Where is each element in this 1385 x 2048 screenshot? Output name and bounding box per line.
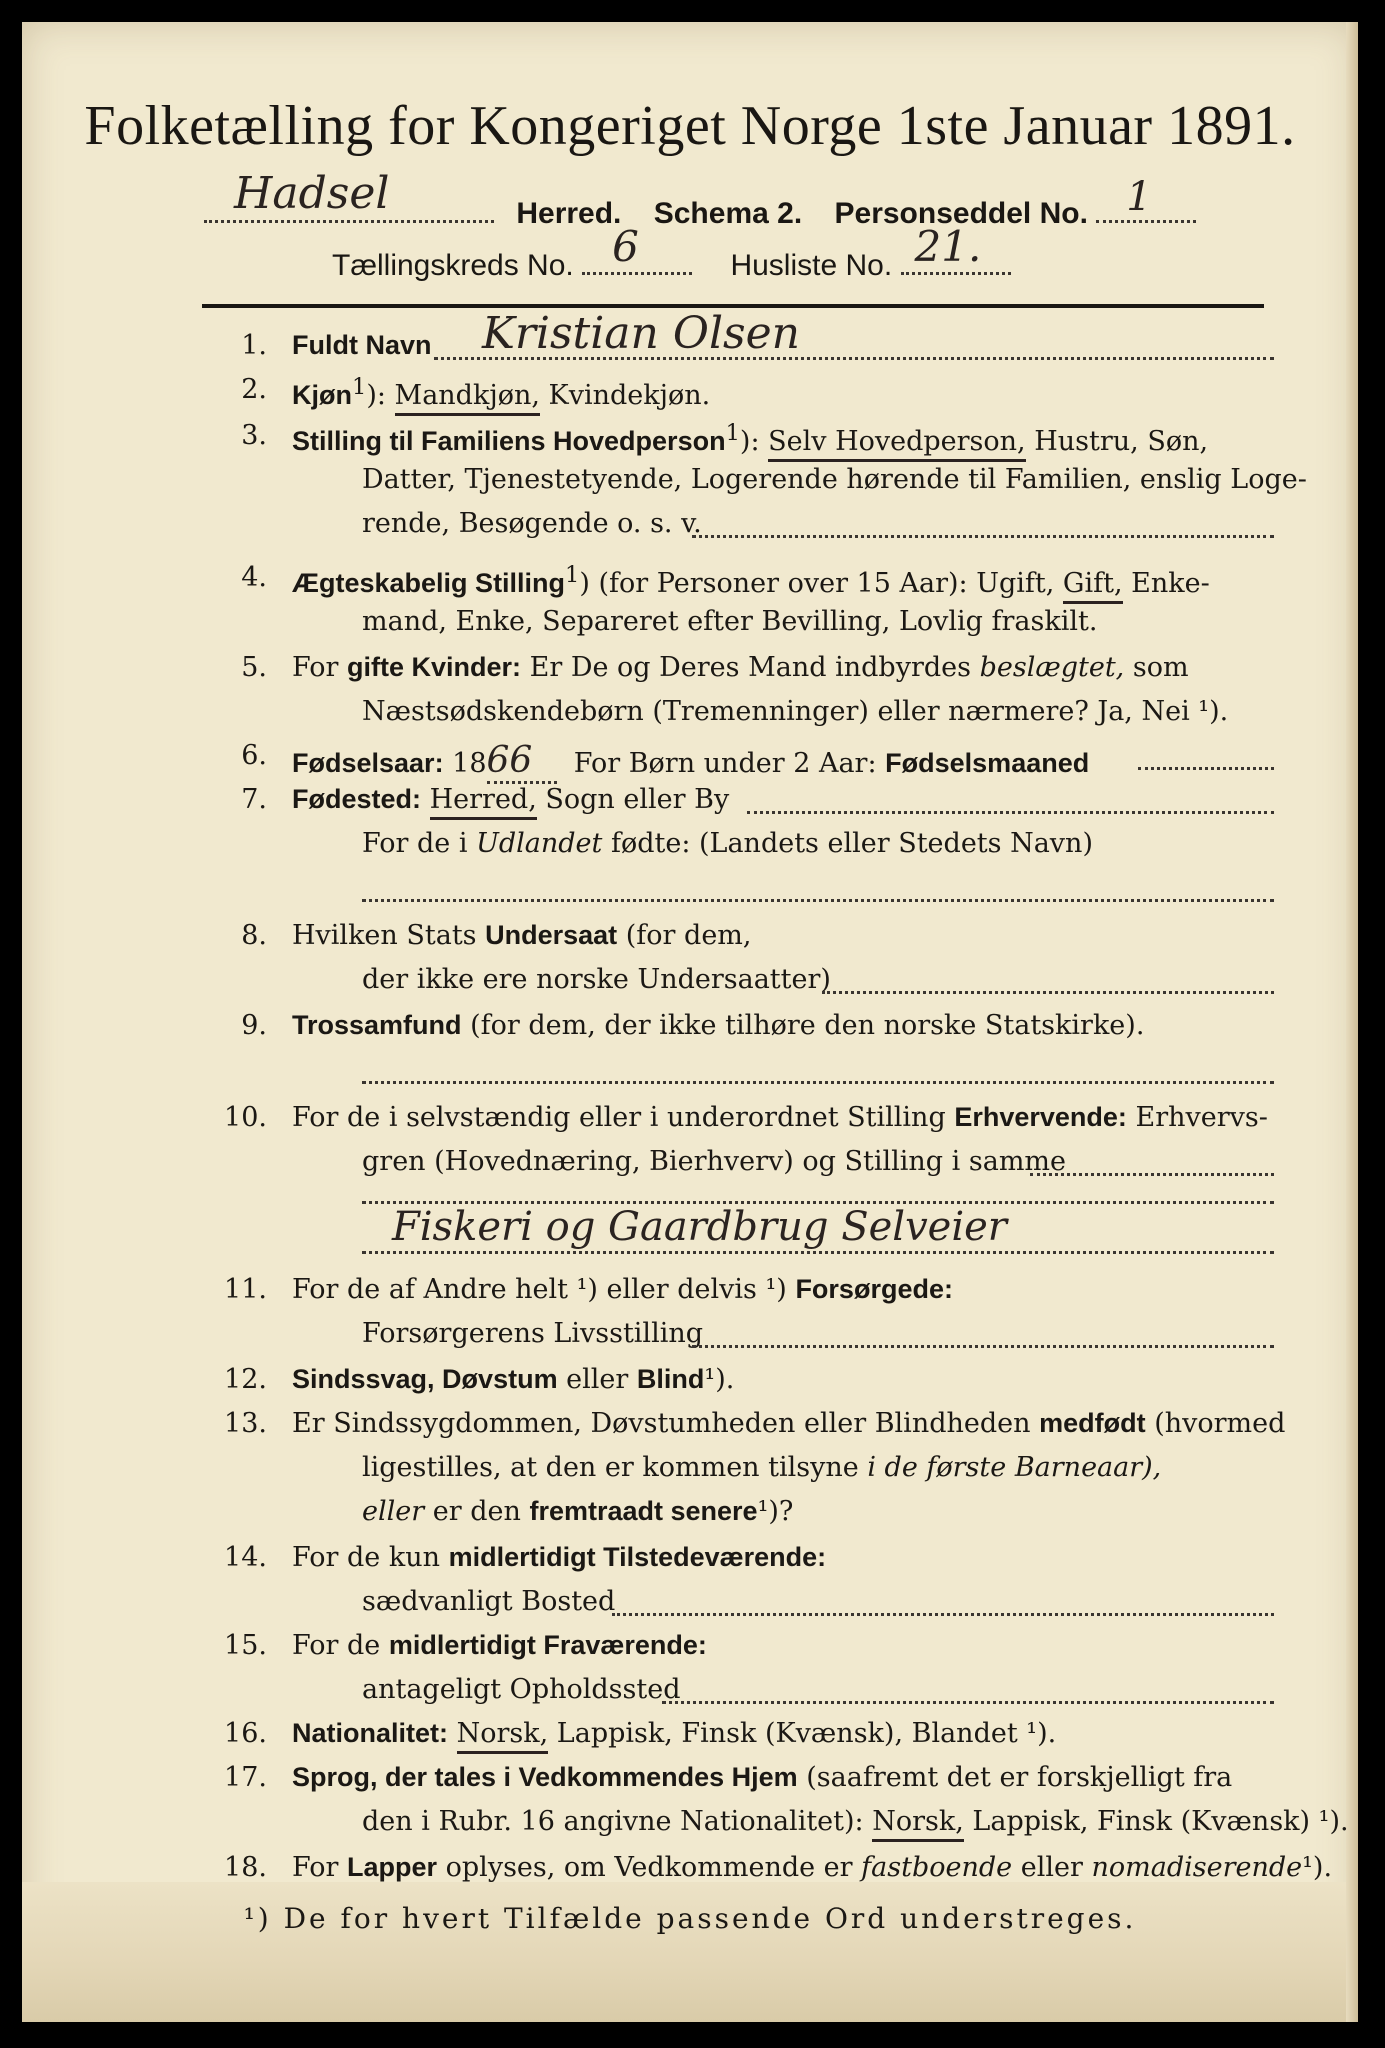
item-9-text	[292, 1010, 1144, 1041]
birth-year-label: Fødselsaar:	[292, 748, 444, 778]
disability-blind-label: Blind	[636, 1364, 705, 1394]
sex-footnote-mark: 1	[352, 374, 367, 400]
item-5-number: 5.	[241, 652, 267, 683]
item-10-number: 10.	[224, 1102, 267, 1133]
sami-or: eller	[1020, 1852, 1083, 1883]
item-4-text: Ægteskabelig Stilling$^1$) (for Personer over 15 Aar): Ugift, Gift, Enke-	[292, 562, 1210, 599]
nationality-label: Nationalitet:	[292, 1718, 449, 1748]
kreds-label: Tællingskreds No.	[332, 249, 574, 282]
item-7-number: 7.	[241, 784, 267, 815]
occupation-rest: Erhvervs-	[1135, 1102, 1268, 1133]
item-10-answer	[172, 1198, 1272, 1258]
personseddel-handwriting: 1	[1126, 174, 1152, 220]
sami-label: Lapper	[347, 1852, 438, 1882]
congenital-later-label: fremtraadt senere	[529, 1496, 758, 1526]
religion-fill-line	[362, 1080, 1274, 1084]
item-15-text	[292, 1630, 707, 1661]
language-line-2-b: Lappisk, Finsk (Kvænsk) ¹).	[972, 1806, 1349, 1837]
birthplace-fill-line	[747, 810, 1274, 814]
nationality-selected: Norsk,	[457, 1718, 549, 1754]
supported-prefix: For de af Andre helt ¹) eller delvis ¹)	[292, 1274, 787, 1305]
birthplace-abroad-fill-line	[362, 898, 1274, 902]
birth-month-label: Fødselsmaaned	[885, 748, 1090, 778]
language-rest: (saafremt det er forskjelligt fra	[806, 1762, 1233, 1793]
item-18-text	[292, 1852, 1332, 1883]
occupation-prefix: For de i selvstændig eller i underordnet Stilling	[292, 1102, 946, 1133]
supported-fill-line	[692, 1344, 1274, 1348]
item-13-number: 13.	[224, 1408, 267, 1439]
citizenship-label: Undersaat	[485, 920, 618, 950]
item-14-text	[292, 1542, 826, 1573]
family-position-options-3: rende, Besøgende o. s. v.	[362, 508, 702, 539]
language-label: Sprog, der tales i Vedkommendes Hjem	[292, 1762, 798, 1792]
congenital-line-3-italic: eller	[362, 1496, 425, 1527]
language-selected: Norsk,	[872, 1806, 964, 1842]
birthplace-abroad-a: For de i	[362, 828, 468, 859]
religion-rest: (for dem, der ikke tilhøre den norske Statskirke).	[470, 1010, 1145, 1041]
congenital-line-3-a: er den	[432, 1496, 521, 1527]
congenital-line-2	[362, 1452, 1161, 1483]
header-line-2	[332, 222, 1011, 283]
item-10-text	[292, 1102, 1268, 1133]
husliste-label: Husliste No.	[730, 249, 893, 282]
congenital-label: medfødt	[1039, 1408, 1146, 1438]
personseddel-label: Personseddel No.	[834, 197, 1088, 230]
marital-status-footnote-mark: 1	[565, 562, 580, 588]
sami-prefix: For	[292, 1852, 339, 1883]
citizenship-fill-line	[822, 990, 1274, 994]
language-line-2	[362, 1806, 1349, 1837]
family-position-options: Hustru, Søn,	[1034, 426, 1209, 457]
sami-rest: ¹).	[1302, 1852, 1333, 1883]
supported-line-2: Forsørgerens Livsstilling	[362, 1318, 704, 1349]
item-15-number: 15.	[224, 1630, 267, 1661]
marital-status-selected: Gift,	[1063, 568, 1123, 604]
item-9-number: 9.	[241, 1010, 267, 1041]
occupation-fill-line	[1030, 1172, 1274, 1176]
full-name-handwriting: Kristian Olsen	[482, 308, 800, 359]
married-women-related: beslægtet,	[979, 652, 1125, 683]
congenital-line-3-c: ¹)?	[757, 1496, 794, 1527]
item-12-number: 12.	[224, 1364, 267, 1395]
schema-label: Schema 2.	[653, 197, 803, 230]
sami-mid: oplyses, om Vedkommende er	[445, 1852, 853, 1883]
item-11-number: 11.	[224, 1274, 267, 1305]
birth-year-handwriting: 66	[487, 740, 557, 784]
item-3-text: Stilling til Familiens Hovedperson$^1$): Selv Hovedperson, Hustru, Søn,	[292, 420, 1208, 457]
kreds-field	[582, 222, 692, 275]
disability-label: Sindssvag, Døvstum	[292, 1364, 558, 1394]
marital-status-options-b: Enke-	[1131, 568, 1210, 599]
item-8-number: 8.	[241, 920, 267, 951]
item-5-text	[292, 652, 1189, 683]
item-11-text	[292, 1274, 953, 1305]
birth-month-fill-line	[1138, 766, 1274, 770]
religion-label: Trossamfund	[292, 1010, 462, 1040]
disability-rest: ¹).	[704, 1364, 735, 1395]
item-17-text	[292, 1762, 1232, 1793]
herred-field	[204, 168, 494, 223]
item-18-number: 18.	[224, 1852, 267, 1883]
birth-year-prefix: 18	[452, 748, 487, 779]
congenital-rest: (hvormed	[1154, 1408, 1286, 1439]
family-position-fill-line	[692, 534, 1274, 538]
item-13-text	[292, 1408, 1285, 1439]
item-1-text	[292, 330, 432, 361]
sex-label: Kjøn	[292, 380, 352, 410]
item-7-text	[292, 784, 729, 815]
birth-month-question: For Børn under 2 Aar:	[573, 748, 877, 779]
item-2-number: 2.	[241, 374, 267, 405]
item-16-number: 16.	[224, 1718, 267, 1749]
husliste-field	[901, 222, 1011, 275]
temp-present-fill-line	[612, 1612, 1274, 1616]
sami-nomadic: nomadiserende	[1091, 1852, 1303, 1883]
birthplace-options: Sogn eller By	[545, 784, 730, 815]
congenital-line-3	[362, 1496, 793, 1527]
marital-status-label: Ægteskabelig Stilling	[292, 568, 566, 598]
congenital-line-2-a: ligestilles, at den er kommen tilsyne	[362, 1452, 859, 1483]
temp-present-prefix: For de kun	[292, 1542, 440, 1573]
married-women-question-2: Næstsødskendebørn (Tremenninger) eller nærmere? Ja, Nei ¹).	[362, 696, 1229, 727]
supported-label: Forsørgede:	[795, 1274, 953, 1304]
item-16-text	[292, 1718, 1056, 1749]
temp-present-label: midlertidigt Tilstedeværende:	[448, 1542, 827, 1572]
birthplace-label: Fødested:	[292, 784, 422, 814]
item-6-text	[292, 740, 1089, 784]
occupation-handwriting: Fiskeri og Gaardbrug Selveier	[392, 1204, 1007, 1250]
item-17-number: 17.	[224, 1762, 267, 1793]
citizenship-line-2: der ikke ere norske Undersaatter)	[362, 964, 831, 995]
birthplace-abroad-italic: Udlandet	[476, 828, 603, 859]
item-14-number: 14.	[224, 1542, 267, 1573]
full-name-label: Fuldt Navn	[292, 330, 432, 360]
item-4-number: 4.	[241, 562, 267, 593]
language-line-2-a: den i Rubr. 16 angivne Nationalitet):	[362, 1806, 864, 1837]
header-line-1	[204, 168, 1196, 231]
disability-mid: eller	[566, 1364, 629, 1395]
herred-handwriting: Hadsel	[234, 168, 390, 219]
marital-status-options-2: mand, Enke, Separeret efter Bevilling, Lovlig fraskilt.	[362, 606, 1098, 637]
marital-status-options-a: (for Personer over 15 Aar): Ugift,	[598, 568, 1055, 599]
occupation-fill-line-3	[362, 1250, 1274, 1254]
sex-option-female: Kvindekjøn.	[548, 380, 711, 411]
citizenship-rest: (for dem,	[625, 920, 752, 951]
married-women-rest: som	[1132, 652, 1189, 683]
family-position-footnote-mark: 1	[725, 420, 740, 446]
kreds-handwriting: 6	[612, 222, 639, 271]
family-position-label: Stilling til Familiens Hovedperson	[292, 426, 726, 456]
married-women-prefix: For	[292, 652, 339, 683]
sami-settled: fastboende	[861, 1852, 1013, 1883]
item-12-text	[292, 1364, 734, 1395]
husliste-handwriting: 21.	[914, 222, 982, 271]
personseddel-field	[1096, 174, 1196, 223]
congenital-prefix: Er Sindssygdommen, Døvstumheden eller Blindheden	[292, 1408, 1031, 1439]
birthplace-abroad-b: fødte: (Landets eller Stedets Navn)	[610, 828, 1093, 859]
footnote: ¹) De for hvert Tilfælde passende Ord understreges.	[243, 1902, 1137, 1935]
temp-absent-line-2: antageligt Opholdssted	[362, 1674, 681, 1705]
temp-absent-prefix: For de	[292, 1630, 381, 1661]
form-title: Folketælling for Kongeriget Norge 1ste Januar 1891.	[84, 95, 1296, 157]
family-position-selected: Selv Hovedperson,	[768, 426, 1026, 462]
birthplace-selected: Herred,	[430, 784, 537, 820]
paper-right-edge	[1346, 22, 1358, 2022]
married-women-label: gifte Kvinder:	[347, 652, 522, 682]
item-2-text: Kjøn$^1$): Mandkjøn, Kvindekjøn.	[292, 374, 710, 411]
occupation-label: Erhvervende:	[954, 1102, 1127, 1132]
married-women-question: Er De og Deres Mand indbyrdes	[529, 652, 971, 683]
full-name-fill-line	[434, 356, 1274, 360]
temp-absent-label: midlertidigt Fraværende:	[388, 1630, 707, 1660]
congenital-line-2-italic: i de første Barneaar),	[867, 1452, 1162, 1483]
family-position-options-2: Datter, Tjenestetyende, Logerende hørende til Familien, enslig Loge-	[362, 464, 1307, 495]
nationality-options: Lappisk, Finsk (Kvænsk), Blandet ¹).	[556, 1718, 1057, 1749]
temp-present-line-2: sædvanligt Bosted	[362, 1586, 616, 1617]
item-3-number: 3.	[241, 420, 267, 451]
occupation-line-2: gren (Hovednæring, Bierhverv) og Stilling i samme	[362, 1146, 1067, 1177]
herred-label: Herred.	[516, 197, 622, 230]
census-form-page	[22, 22, 1358, 2022]
item-8-text	[292, 920, 751, 951]
temp-absent-fill-line	[662, 1700, 1274, 1704]
item-1-number: 1.	[241, 330, 267, 361]
citizenship-prefix: Hvilken Stats	[292, 920, 477, 951]
birthplace-abroad	[362, 828, 1093, 859]
sex-option-male: Mandkjøn,	[395, 380, 540, 416]
item-6-number: 6.	[241, 740, 267, 771]
